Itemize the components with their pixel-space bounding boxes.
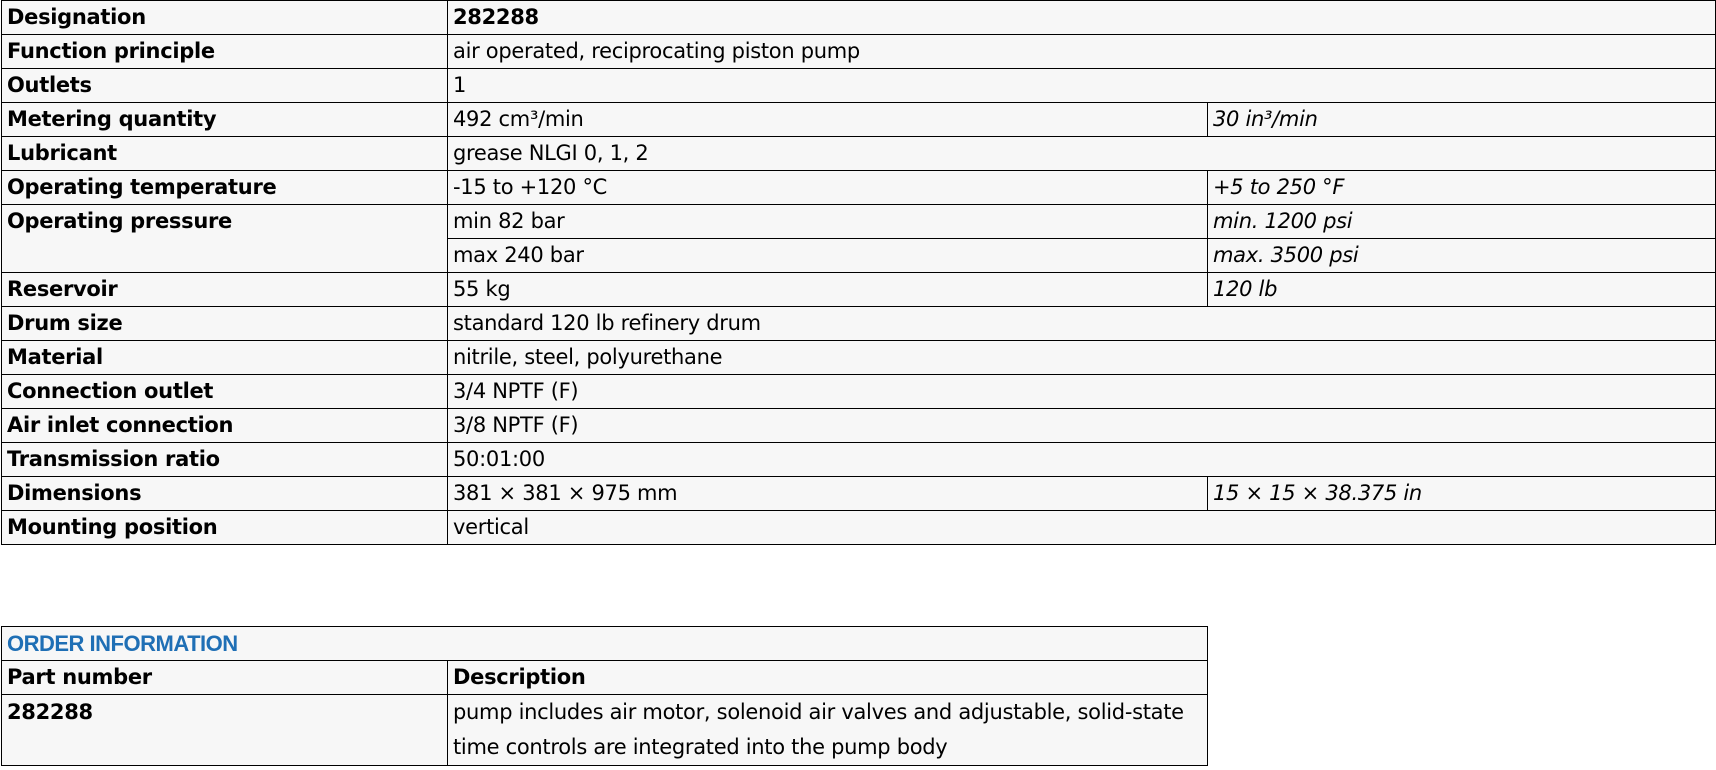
dimensions-metric: 381 × 381 × 975 mm [448, 477, 1208, 511]
operating-temperature-imperial: +5 to 250 °F [1208, 171, 1716, 205]
operating-pressure-max-metric: max 240 bar [448, 239, 1208, 273]
material-label: Material [2, 341, 448, 375]
reservoir-imperial: 120 lb [1208, 273, 1716, 307]
lubricant-value: grease NLGI 0, 1, 2 [448, 137, 1716, 171]
reservoir-metric: 55 kg [448, 273, 1208, 307]
spec-row-metering-quantity [2, 103, 1716, 137]
metering-quantity-imperial: 30 in³/min [1208, 103, 1716, 137]
dimensions-label: Dimensions [2, 477, 448, 511]
dimensions-imperial: 15 × 15 × 38.375 in [1208, 477, 1716, 511]
metering-quantity-metric: 492 cm³/min [448, 103, 1208, 137]
spec-row-transmission-ratio [2, 443, 1716, 477]
air-inlet-connection-label: Air inlet connection [2, 409, 448, 443]
metering-quantity-label: Metering quantity [2, 103, 448, 137]
operating-pressure-min-imperial: min. 1200 psi [1208, 205, 1716, 239]
spec-row-outlets [2, 69, 1716, 103]
mounting-position-value: vertical [448, 511, 1716, 545]
order-header-row [2, 661, 1208, 695]
operating-pressure-max-imperial: max. 3500 psi [1208, 239, 1716, 273]
spec-row-operating-pressure-min [2, 205, 1716, 239]
order-information-title: ORDER INFORMATION [2, 627, 1208, 661]
spec-row-function-principle [2, 35, 1716, 69]
operating-temperature-metric: -15 to +120 °C [448, 171, 1208, 205]
spec-row-mounting-position [2, 511, 1716, 545]
function-principle-label: Function principle [2, 35, 448, 69]
drum-size-label: Drum size [2, 307, 448, 341]
function-principle-value: air operated, reciprocating piston pump [448, 35, 1716, 69]
designation-value: 282288 [448, 1, 1716, 35]
spec-row-reservoir [2, 273, 1716, 307]
spec-row-lubricant [2, 137, 1716, 171]
operating-temperature-label: Operating temperature [2, 171, 448, 205]
spec-row-connection-outlet [2, 375, 1716, 409]
table-row [2, 695, 1208, 766]
spec-row-material [2, 341, 1716, 375]
air-inlet-connection-value: 3/8 NPTF (F) [448, 409, 1716, 443]
spec-row-air-inlet-connection [2, 409, 1716, 443]
transmission-ratio-label: Transmission ratio [2, 443, 448, 477]
spec-row-designation [2, 1, 1716, 35]
spec-row-dimensions [2, 477, 1716, 511]
designation-label: Designation [2, 1, 448, 35]
part-number-cell: 282288 [2, 695, 448, 766]
outlets-value: 1 [448, 69, 1716, 103]
part-number-header: Part number [2, 661, 448, 695]
material-value: nitrile, steel, polyurethane [448, 341, 1716, 375]
drum-size-value: standard 120 lb refinery drum [448, 307, 1716, 341]
specifications-table [1, 0, 1716, 545]
description-header: Description [448, 661, 1208, 695]
order-information-table [1, 626, 1208, 766]
operating-pressure-label: Operating pressure [2, 205, 448, 273]
lubricant-label: Lubricant [2, 137, 448, 171]
order-title-row [2, 627, 1208, 661]
mounting-position-label: Mounting position [2, 511, 448, 545]
connection-outlet-value: 3/4 NPTF (F) [448, 375, 1716, 409]
reservoir-label: Reservoir [2, 273, 448, 307]
transmission-ratio-value: 50:01:00 [448, 443, 1716, 477]
connection-outlet-label: Connection outlet [2, 375, 448, 409]
spec-row-drum-size [2, 307, 1716, 341]
spec-row-operating-temperature [2, 171, 1716, 205]
description-cell: pump includes air motor, solenoid air valves and adjustable, solid-state time controls are integrated into the pump body [448, 695, 1208, 766]
operating-pressure-min-metric: min 82 bar [448, 205, 1208, 239]
outlets-label: Outlets [2, 69, 448, 103]
